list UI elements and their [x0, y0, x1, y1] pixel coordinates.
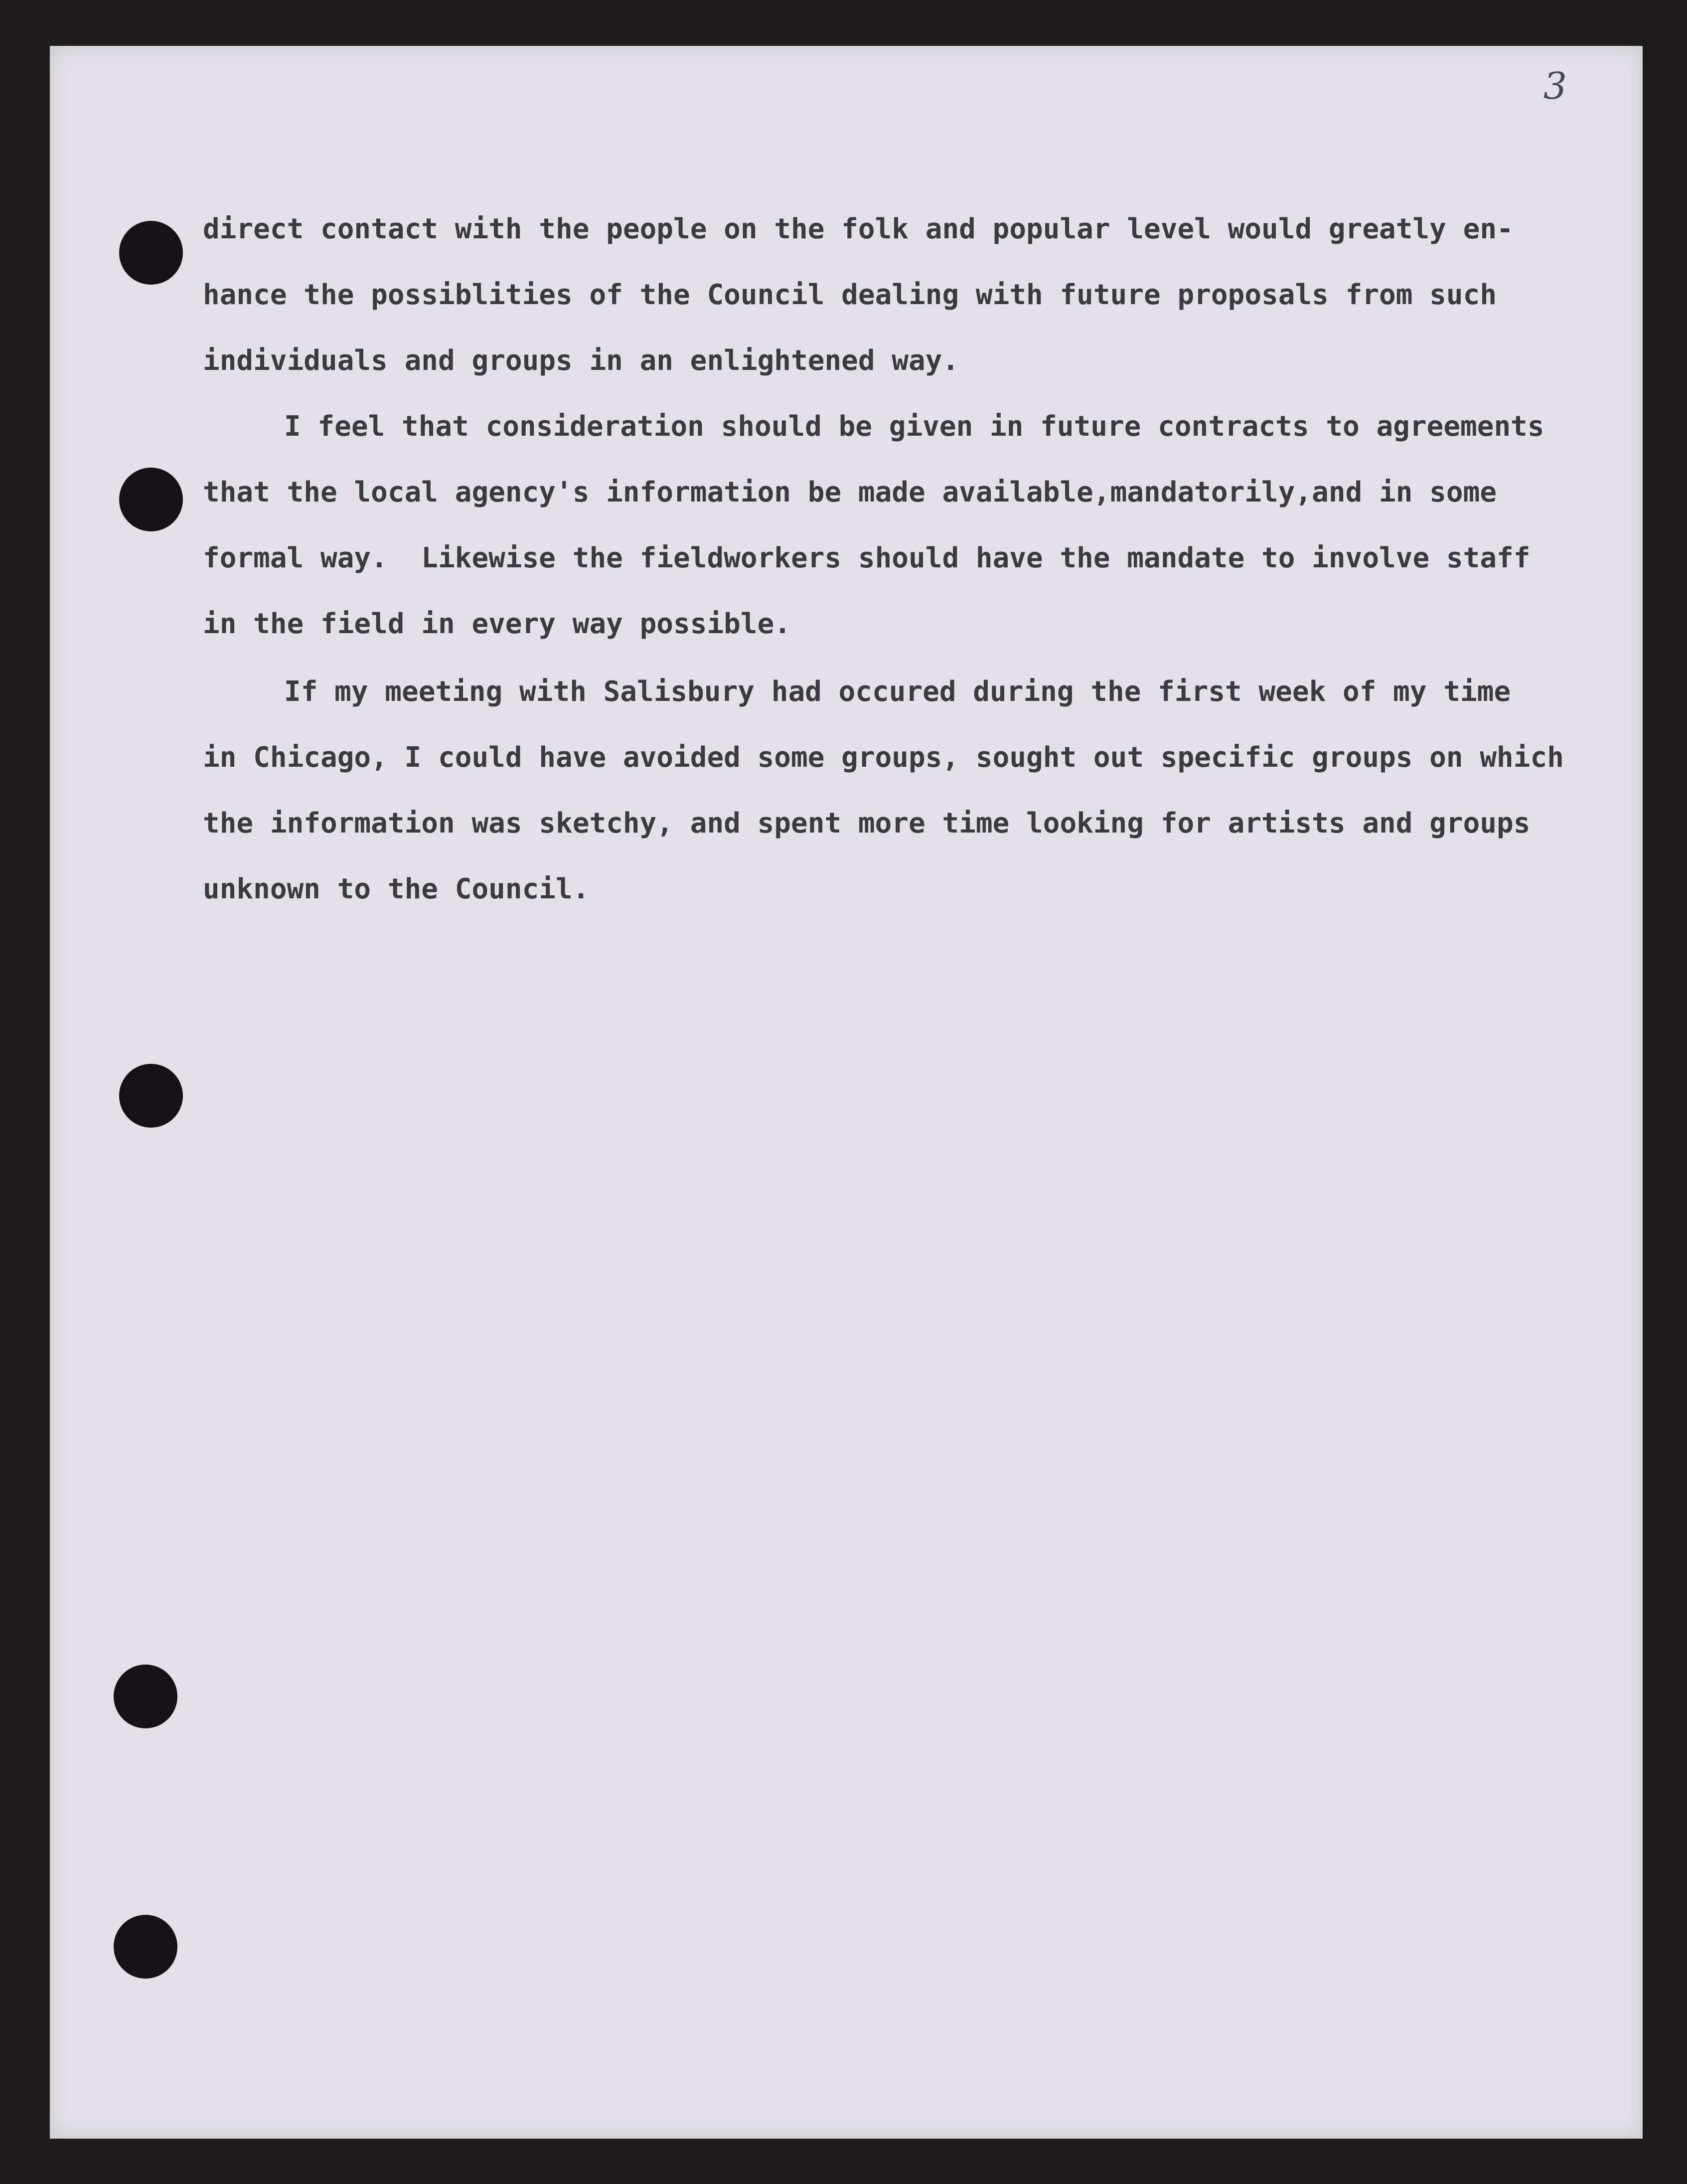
text-line: I feel that consideration should be given in future contracts to agreements [284, 410, 1544, 443]
punch-hole [119, 468, 183, 531]
text-line: unknown to the Council. [203, 873, 590, 905]
page-number: 3 [1543, 65, 1567, 108]
text-line: hance the possiblities of the Council dealing with future proposals from such [203, 279, 1497, 311]
text-line: direct contact with the people on the folk and popular level would greatly en- [203, 213, 1514, 245]
text-line: If my meeting with Salisbury had occured during the first week of my time [284, 675, 1511, 708]
text-line: formal way. Likewise the fieldworkers should have the mandate to involve staff [203, 542, 1531, 574]
text-line: in Chicago, I could have avoided some groups, sought out specific groups on which [203, 741, 1564, 774]
punch-hole [119, 221, 183, 285]
text-line: the information was sketchy, and spent more time looking for artists and groups [203, 807, 1531, 840]
typewritten-page [50, 46, 1643, 2139]
text-line: in the field in every way possible. [203, 608, 791, 640]
punch-hole [119, 1064, 183, 1128]
text-line: individuals and groups in an enlightened way. [203, 344, 959, 377]
punch-hole [114, 1915, 177, 1979]
text-line: that the local agency's information be made available,mandatorily,and in some [203, 476, 1497, 508]
punch-hole [114, 1665, 177, 1728]
